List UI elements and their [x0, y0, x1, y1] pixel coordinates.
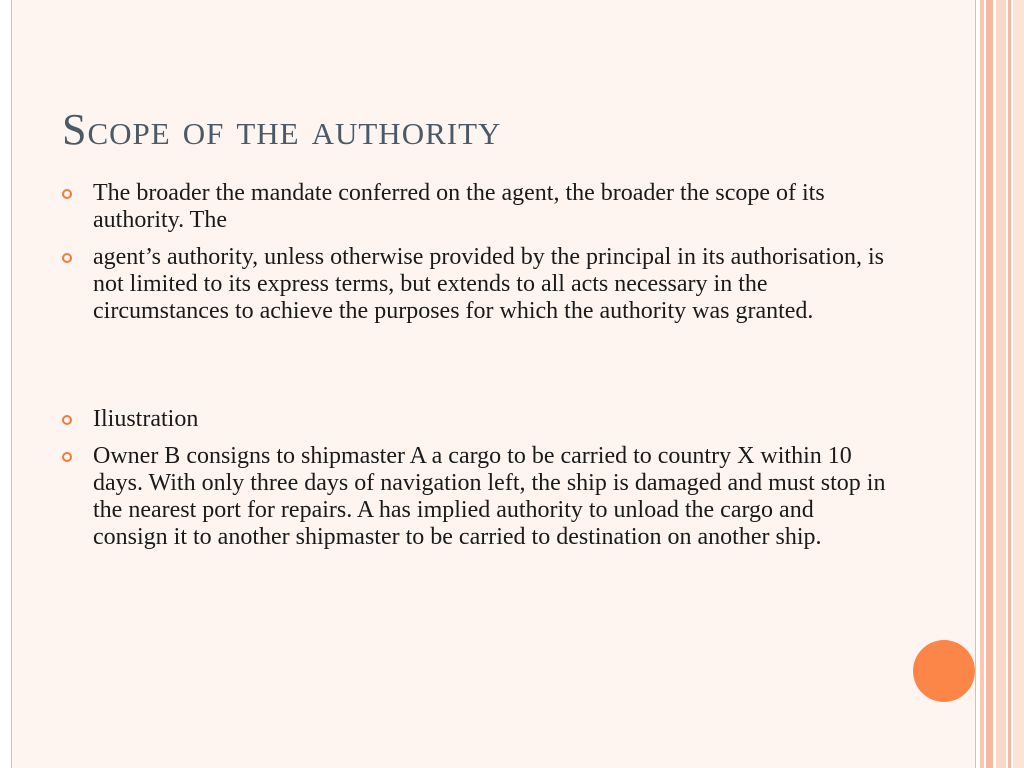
bullet-item — [62, 406, 892, 433]
bullet-text: Iliustration — [93, 406, 199, 432]
hollow-circle-bullet-icon — [62, 452, 72, 462]
decorative-stripe — [1008, 0, 1011, 768]
bullet-text: agent’s authority, unless otherwise provided by the principal in its authorisation, is not limited to its express terms, but extends to all acts necessary in the circumstances to achieve the purposes for which the authority was granted. — [93, 244, 884, 324]
hollow-circle-bullet-icon — [62, 253, 72, 263]
decorative-stripe — [986, 0, 993, 768]
bullet-text: The broader the mandate conferred on the agent, the broader the scope of its authority. The — [93, 180, 825, 233]
decorative-stripe — [980, 0, 984, 768]
bullet-text: Owner B consigns to shipmaster A a cargo to be carried to country X within 10 days. With only three days of navigation left, the ship is damaged and must stop in the nearest port for repairs. A has implied authority to unload the cargo and consign it to another shipmaster to be carried to destination on another ship. — [93, 443, 886, 550]
bullet-item — [62, 180, 892, 234]
decorative-stripe — [996, 0, 1006, 768]
slide-title: Scope of the authority — [62, 105, 502, 154]
bullet-item — [62, 443, 892, 551]
bullet-list — [62, 180, 892, 561]
decorative-stripe — [1013, 0, 1024, 768]
hollow-circle-bullet-icon — [62, 189, 72, 199]
hollow-circle-bullet-icon — [62, 415, 72, 425]
bullet-item — [62, 244, 892, 325]
orange-circle-icon — [913, 640, 975, 702]
